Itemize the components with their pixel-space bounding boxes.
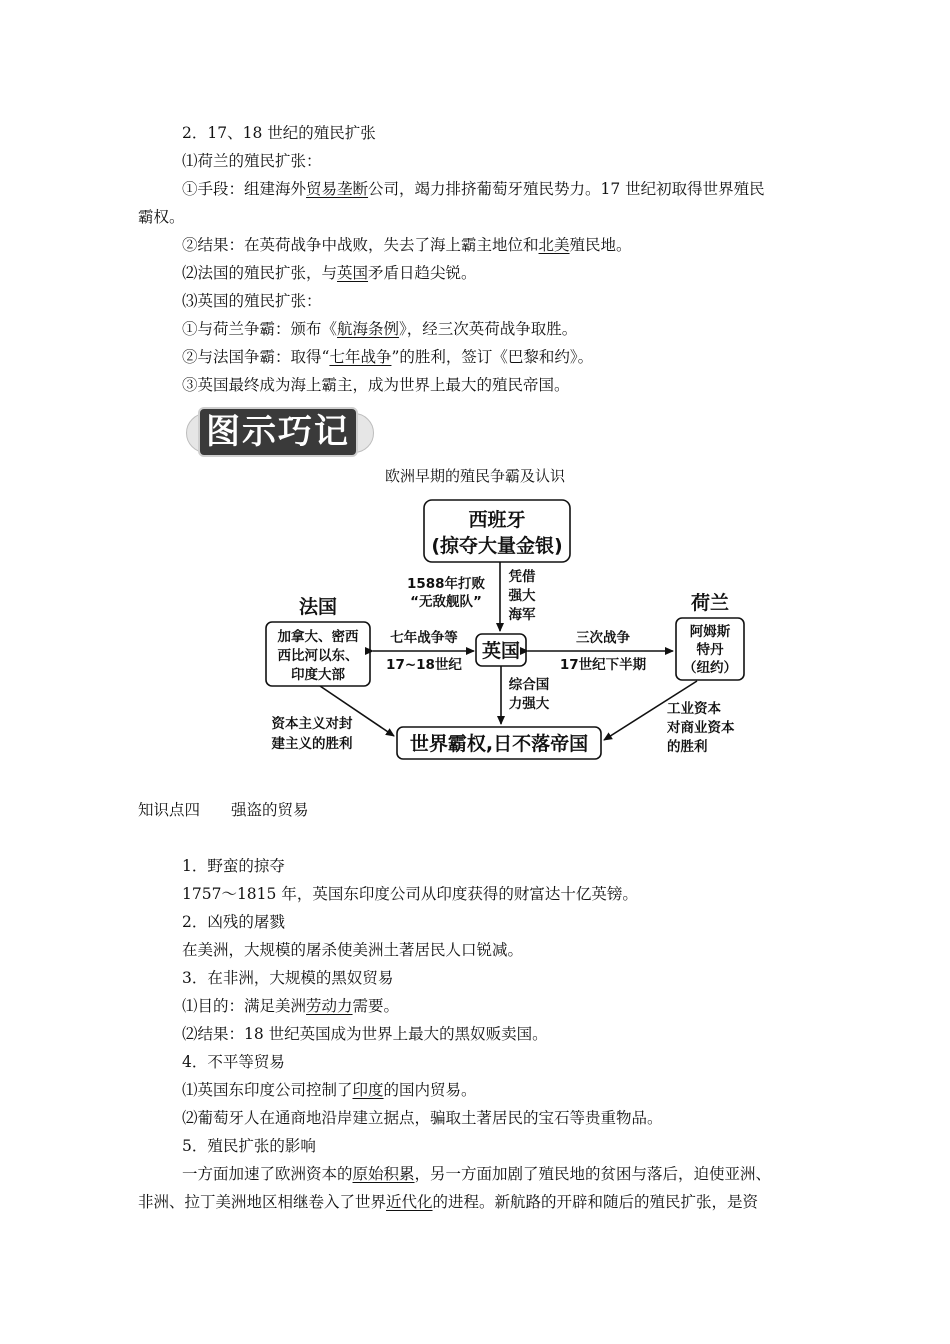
capitalism-victory-label: 建主义的胜利 xyxy=(271,736,353,752)
subsection-title: 3．在非洲，大规模的黑奴贸易 xyxy=(182,969,394,987)
answer-blank: 近代化 xyxy=(386,1193,433,1211)
seven-years-war-label: 七年战争等 xyxy=(390,630,458,646)
seven-years-war-period: 17~18世纪 xyxy=(386,657,462,673)
text: 矛盾日趋尖锐。 xyxy=(368,264,477,282)
text: ②与法国争霸：取得“ xyxy=(182,348,330,366)
paragraph: ⑵葡萄牙人在通商地沿岸建立据点，骗取土著居民的宝石等贵重物品。 xyxy=(182,1109,663,1127)
text: 的国内贸易。 xyxy=(383,1081,477,1099)
france-colony: 西比河以东、 xyxy=(277,648,359,664)
france-label: 法国 xyxy=(298,596,338,618)
text: 一方面加速了欧洲资本的 xyxy=(182,1165,353,1183)
uk-result: ③英国最终成为海上霸主，成为世界上最大的殖民帝国。 xyxy=(182,376,570,394)
netherlands-label: 荷兰 xyxy=(690,592,730,614)
text: ①手段：组建海外 xyxy=(182,180,307,198)
spain-desc: (掠夺大量金银) xyxy=(431,535,563,557)
paragraph: 1757～1815 年，英国东印度公司从印度获得的财富达十亿英镑。 xyxy=(182,885,638,903)
text: ①与荷兰争霸：颁布《 xyxy=(182,320,338,338)
netherlands-colony: 阿姆斯 xyxy=(689,624,731,640)
paragraph xyxy=(182,996,399,1016)
text: ，另一方面加剧了殖民地的贫困与落后，迫使亚洲、 xyxy=(414,1165,772,1183)
text: ”的胜利，签订《巴黎和约》。 xyxy=(391,348,594,366)
netherlands-title: ⑴荷兰的殖民扩张： xyxy=(182,152,322,170)
three-wars-period: 17世纪下半期 xyxy=(559,657,647,673)
subsection-title: 1．野蛮的掠夺 xyxy=(182,857,285,875)
armada-label: “无敌舰队” xyxy=(410,594,482,610)
diagram-title: 欧洲早期的殖民争霸及认识 xyxy=(384,467,565,485)
answer-blank: 贸易垄断 xyxy=(306,180,369,198)
france-colony: 加拿大、密西 xyxy=(277,629,359,645)
text: 需要。 xyxy=(352,997,400,1015)
answer-blank: 英国 xyxy=(337,264,369,282)
netherlands-means-cont: 霸权。 xyxy=(138,208,185,226)
section-heading: 2．17、18 世纪的殖民扩张 xyxy=(182,124,376,142)
text: ⑵法国的殖民扩张，与 xyxy=(182,264,338,282)
paragraph: ⑵结果：18 世纪英国成为世界上最大的黑奴贩卖国。 xyxy=(182,1025,548,1043)
netherlands-colony: （纽约） xyxy=(683,660,737,676)
answer-blank: 劳动力 xyxy=(306,997,353,1015)
text: 公司，竭力排挤葡萄牙殖民势力。17 世纪初取得世界殖民 xyxy=(368,180,765,198)
paragraph xyxy=(182,1164,771,1184)
knowledge-point-heading: 知识点四 强盗的贸易 xyxy=(138,801,309,819)
answer-blank: 北美 xyxy=(538,236,570,254)
industrial-capital-label: 工业资本 xyxy=(667,701,721,717)
britain-name: 英国 xyxy=(481,640,521,662)
text: ⑴英国东印度公司控制了 xyxy=(182,1081,353,1099)
power-label: 力强大 xyxy=(508,696,550,712)
text: ⑴目的：满足美洲 xyxy=(182,997,307,1015)
text: 非洲、拉丁美洲地区相继卷入了世界 xyxy=(138,1193,387,1211)
capitalism-victory-label: 资本主义对封 xyxy=(271,716,353,732)
subsection-title: 5．殖民扩张的影响 xyxy=(182,1137,316,1155)
subsection-title: 4．不平等贸易 xyxy=(182,1053,285,1071)
spain-name: 西班牙 xyxy=(468,509,526,531)
text: ②结果：在英荷战争中战败，失去了海上霸主地位和 xyxy=(182,236,539,254)
france-colony: 印度大部 xyxy=(291,667,345,683)
three-wars-label: 三次战争 xyxy=(576,630,630,646)
armada-label: 1588年打败 xyxy=(406,576,486,592)
navy-label: 强大 xyxy=(508,588,536,604)
paragraph xyxy=(182,1080,477,1100)
answer-blank: 七年战争 xyxy=(329,348,392,366)
answer-blank: 印度 xyxy=(352,1081,384,1099)
paragraph xyxy=(138,1192,758,1212)
banner-label: 图示巧记 xyxy=(198,407,358,457)
text: 殖民地。 xyxy=(569,236,632,254)
text: 的进程。新航路的开辟和随后的殖民扩张，是资 xyxy=(432,1193,759,1211)
answer-blank: 航海条例 xyxy=(337,320,400,338)
paragraph: 在美洲，大规模的屠杀使美洲土著居民人口锐减。 xyxy=(182,941,524,959)
industrial-capital-label: 的胜利 xyxy=(667,739,708,755)
navy-label: 凭借 xyxy=(508,569,536,585)
answer-blank: 原始积累 xyxy=(352,1165,415,1183)
text: 》，经三次英荷战争取胜。 xyxy=(399,320,578,338)
power-label: 综合国 xyxy=(508,677,550,693)
navy-label: 海军 xyxy=(508,607,536,623)
industrial-capital-label: 对商业资本 xyxy=(667,720,735,736)
netherlands-colony: 特丹 xyxy=(696,642,724,658)
uk-title: ⑶英国的殖民扩张： xyxy=(182,292,322,310)
result-text: 世界霸权,日不落帝国 xyxy=(409,733,589,755)
subsection-title: 2．凶残的屠戮 xyxy=(182,913,285,931)
